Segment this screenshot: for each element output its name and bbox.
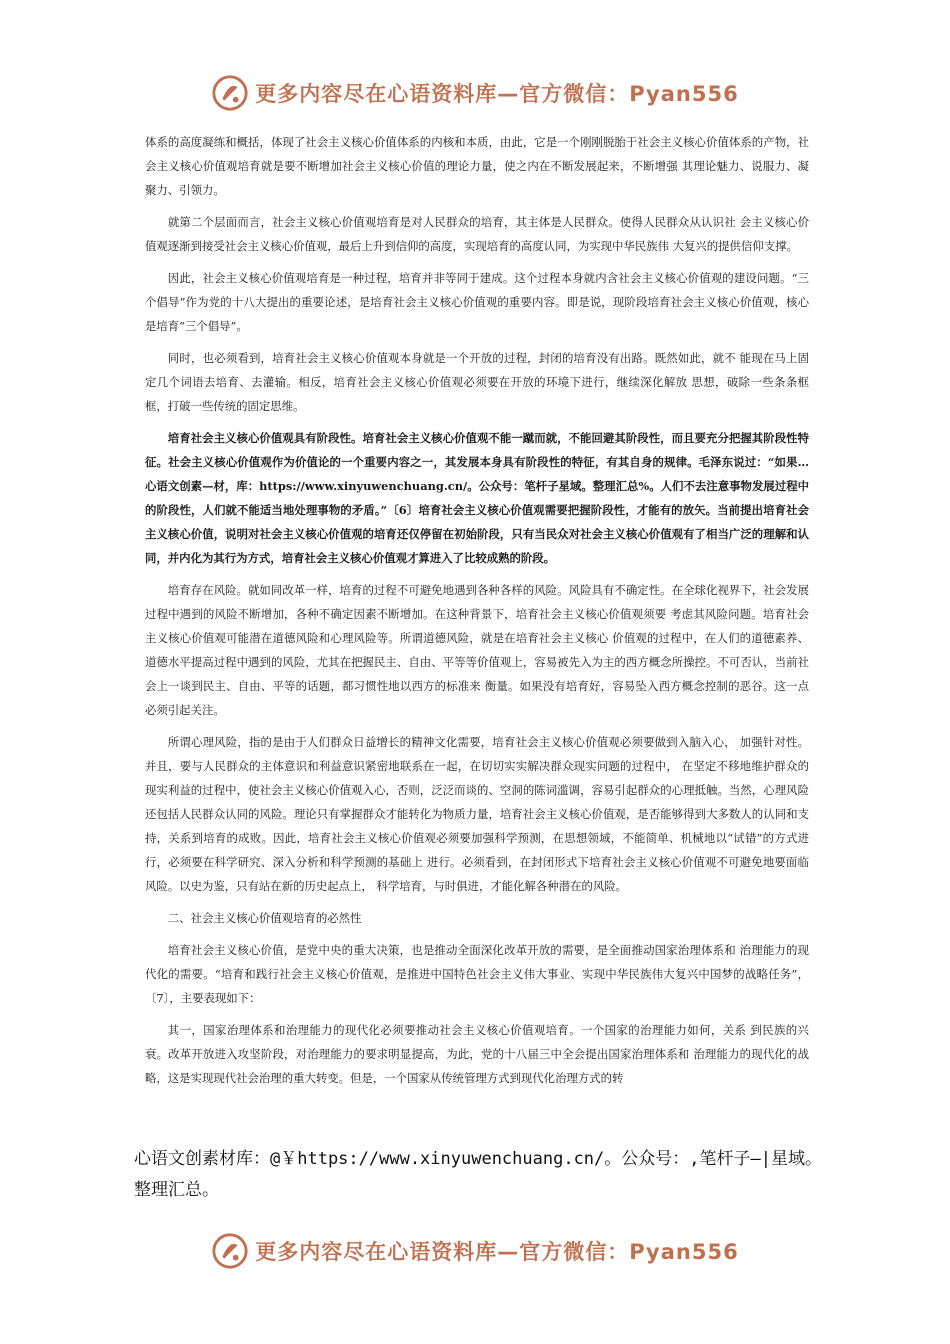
paragraph: 培育社会主义核心价值观具有阶段性。培育社会主义核心价值观不能一蹴而就，不能回避其阶段性，而且要充分把握其阶段性特征。社会主义核心价值观作为价值论的一个重要内容之一，其发展本身具有阶段性的特征，有其自身的规律。毛泽东说过：“如果…心语文创素—材，库：https://www.xinyuwenchuang.cn/。公众号：笔杆子星域。整理汇总%。人们不去注意事物发展过程中的阶段性，人们就不能适当地处理事物的矛盾。”〔6〕培育社会主义核心价值观需要把握阶段性，才能有的放矢。当前提出培育社会主义核心价值，说明对社会主义核心价值观的培育还仅停留在初始阶段，只有当民众对社会主义核心价值观有了相当广泛的理解和认同，并内化为其行为方式，培育社会主义核心价值观才算进入了比较成熟的阶段。 (145, 431, 809, 565)
paragraph: 体系的高度凝练和概括，体现了社会主义核心价值体系的内核和本质，由此，它是一个刚刚脱胎于社会主义核心价值体系的产物，社会主义核心价值观培育就是要不断增加社会主义核心价值的理论力量，使之内在不断发展起来，不断增强 其理论魅力、说服力、凝聚力、引领力。 (145, 135, 809, 197)
header-banner-text: 更多内容尽在心语资料库—官方微信：Pyan556 (255, 82, 739, 106)
paragraph: 同时，也必须看到，培育社会主义核心价值观本身就是一个开放的过程，封闭的培育没有出路。既然如此，就不 能现在马上固定几个词语去培育、去灌输。相反，培育社会主义核心价值观必须要在开放的环境下进行，继续深化解放 思想，破除一些条条框框，打破一些传统的固定思维。 (145, 351, 809, 413)
logo-icon (211, 74, 249, 112)
footer-banner (0, 1228, 950, 1274)
section-heading: 二、社会主义核心价值观培育的必然性 (167, 911, 362, 925)
logo-icon (211, 1232, 249, 1270)
paragraph: 所谓心理风险，指的是由于人们群众日益增长的精神文化需要，培育社会主义核心价值观必须要做到入脑入心， 加强针对性。并且，要与人民群众的主体意识和利益意识紧密地联系在一起，在切切实实解决群众现实问题的过程中， 在坚定不移地维护群众的现实利益的过程中，使社会主义核心价值观入心，否则，泛泛而谈的、空洞的陈词滥调，容易引起群众的心理抵触。当然，心理风险还包括人民群众认同的风险。理论只有掌握群众才能转化为物质力量，培育社会主义核心价值观，是否能够得到大多数人的认同和支持，关系到培育的成败。因此，培育社会主义核心价值观必须要加强科学预测，在思想领域，不能简单、机械地以“试错”的方式进行，必须要在科学研究、深入分析和科学预测的基础上 进行。必须看到，在封闭形式下培育社会主义核心价值观不可避免地要面临风险。以史为鉴，只有站在新的历史起点上， 科学培育，与时俱进，才能化解各种潜在的风险。 (145, 735, 809, 893)
header-banner (0, 70, 950, 116)
paragraph: 就第二个层面而言，社会主义核心价值观培育是对人民群众的培育，其主体是人民群众。使得人民群众从认识社 会主义核心价值观逐渐到接受社会主义核心价值观，最后上升到信仰的高度，实现培育的高度认同，为实现中华民族伟 大复兴的提供信仰支撑。 (145, 215, 809, 253)
paragraph: 因此，社会主义核心价值观培育是一种过程，培育并非等同于建成。这个过程本身就内含社会主义核心价值观的建设问题。“三个倡导”作为党的十八大提出的重要论述，是培育社会主义核心价值观的重要内容。即是说，现阶段培育社会主义核心价值观，核心是培育“三个倡导”。 (145, 271, 809, 333)
footer-banner-text: 更多内容尽在心语资料库—官方微信：Pyan556 (255, 1240, 739, 1264)
paragraph: 培育存在风险。就如同改革一样，培育的过程不可避免地遇到各种各样的风险。风险具有不确定性。在全球化视界下，社会发展过程中遇到的风险不断增加，各种不确定因素不断增加。在这种背景下，培育社会主义核心价值观须要 考虑其风险问题。培育社会主义核心价值观可能潜在道德风险和心理风险等。所谓道德风险，就是在培育社会主义核心 价值观的过程中，在人们的道德素养、道德水平提高过程中遇到的风险，尤其在把握民主、自由、平等等价值观上，容易被先入为主的西方概念所操控。不可否认，当前社会上一谈到民主、自由、平等的话题，都习惯性地以西方的标准来 衡量。如果没有培育好，容易坠入西方概念控制的恶谷。这一点必须引起关注。 (145, 583, 809, 717)
article-body (145, 130, 809, 1098)
footer-note: 心语文创素材库：@￥https://www.xinyuwenchuang.cn/。公众号：,笔杆子—|星域。整理汇总。 (134, 1149, 822, 1200)
paragraph: 培育社会主义核心价值，是党中央的重大决策，也是推动全面深化改革开放的需要，是全面推动国家治理体系和 治理能力的现代化的需要。“培育和践行社会主义核心价值观，是推进中国特色社会主义伟大事业、实现中华民族伟大复兴中国梦的战略任务”，〔7〕，主要表现如下： (145, 943, 809, 1005)
paragraph: 其一，国家治理体系和治理能力的现代化必须要推动社会主义核心价值观培育。一个国家的治理能力如何，关系 到民族的兴衰。改革开放进入攻坚阶段，对治理能力的要求明显提高，为此，党的十八届三中全会提出国家治理体系和 治理能力的现代化的战略，这是实现现代社会治理的重大转变。但是，一个国家从传统管理方式到现代化治理方式的转 (145, 1023, 809, 1085)
